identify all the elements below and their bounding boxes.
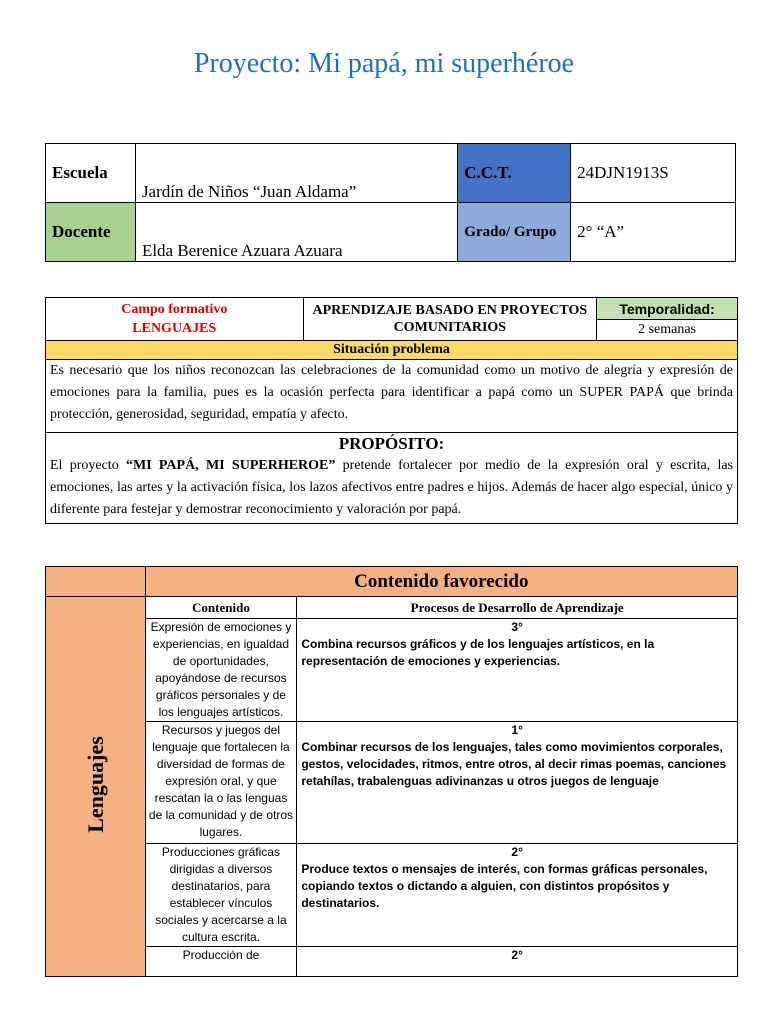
situacion-problema-label: Situación problema [46,341,738,360]
table-row [46,947,738,977]
temporalidad-label: Temporalidad: [597,298,738,320]
escuela-value: Jardín de Niños “Juan Aldama” [135,144,457,203]
table-row [46,619,738,722]
proposito-project-name: “MI PAPÁ, MI SUPERHEROE” [125,458,336,473]
proceso-text: Produce textos o mensajes de interés, con formas gráficas personales, copiando textos o dictando a alguien, con distintos propósitos y destinatarios. [301,862,708,910]
proposito-label: PROPÓSITO: [338,434,445,453]
contenido-cell: Recursos y juegos del lenguaje que fortalecen la diversidad de formas de expresión oral, y que rescatan la o las lenguas de la comunidad y de otros lugares. [145,722,297,844]
metodologia-cell: APRENDIZAJE BASADO EN PROYECTOS COMUNITARIOS [303,298,597,341]
corner-cell [46,567,146,597]
docente-value: Elda Berenice Azuara Azuara [135,203,457,262]
campo-formativo-label: Campo formativo [121,302,228,317]
proceso-cell [297,619,738,722]
proposito-cell [46,433,738,524]
situacion-problema-text: Es necesario que los niños reconozcan las celebraciones de la comunidad como un motivo de alegría y expresión de emociones para la familia, pues es la ocasión perfecta para identificar a papá como un SUPER PAPÁ que brinda protección, generosidad, seguridad, empatía y afecto. [46,360,738,433]
lenguajes-side-label [46,597,146,977]
col-header-procesos: Procesos de Desarrollo de Aprendizaje [297,597,738,619]
proposito-text-post: pretende fortalecer por medio de la expresión oral y escrita, las emociones, las artes y la activación física, los lazos afectivos entre padres e hijos. Además de hacer algo especial, único y diferente para festejar y demostrar reconocimiento y valoración por papá. [50,458,733,517]
grado-value: 2° “A” [571,203,736,262]
document-title: Proyecto: Mi papá, mi superhéroe [193,48,575,79]
lenguajes-side-text: Lenguajes [82,736,108,833]
contenido-cell: Producción de [145,947,297,977]
grado-marker: 3° [511,620,523,634]
grado-marker: 2° [511,948,523,962]
proceso-text: Combina recursos gráficos y de los lenguajes artísticos, en la representación de emociones y experiencias. [301,637,655,668]
contenido-cell: Producciones gráficas dirigidas a diversos destinatarios, para establecer vínculos sociales y acercarse a la cultura escrita. [145,844,297,947]
school-info-table [45,143,736,262]
temporalidad-value: 2 semanas [597,320,738,341]
col-header-contenido: Contenido [145,597,297,619]
proposito-text-pre: El proyecto [50,458,126,473]
grado-label: Grado/ Grupo [458,203,571,262]
table-row [46,844,738,947]
proceso-text: Combinar recursos de los lenguajes, tales como movimientos corporales, gestos, velocidades, ritmos, entre otros, al decir rimas poemas, canciones retahílas, trabalenguas adivinanzas u otros juegos de lenguaje [301,740,727,788]
escuela-label: Escuela [46,144,136,203]
docente-label: Docente [46,203,136,262]
proceso-cell [297,722,738,844]
cct-label: C.C.T. [458,144,571,203]
grado-marker: 2° [511,845,523,859]
proceso-cell [297,844,738,947]
campo-formativo-table [45,297,738,524]
contenido-cell: Expresión de emociones y experiencias, en igualdad de oportunidades, apoyándose de recursos gráficos personales y de los lenguajes artísticos. [145,619,297,722]
table-row [46,722,738,844]
campo-formativo-cell [46,298,304,341]
campo-formativo-value: LENGUAJES [132,321,217,336]
contenido-favorecido-title: Contenido favorecido [145,567,737,597]
grado-marker: 1° [511,723,523,737]
contenido-favorecido-table [45,566,738,977]
proceso-cell [297,947,738,977]
cct-value: 24DJN1913S [571,144,736,203]
